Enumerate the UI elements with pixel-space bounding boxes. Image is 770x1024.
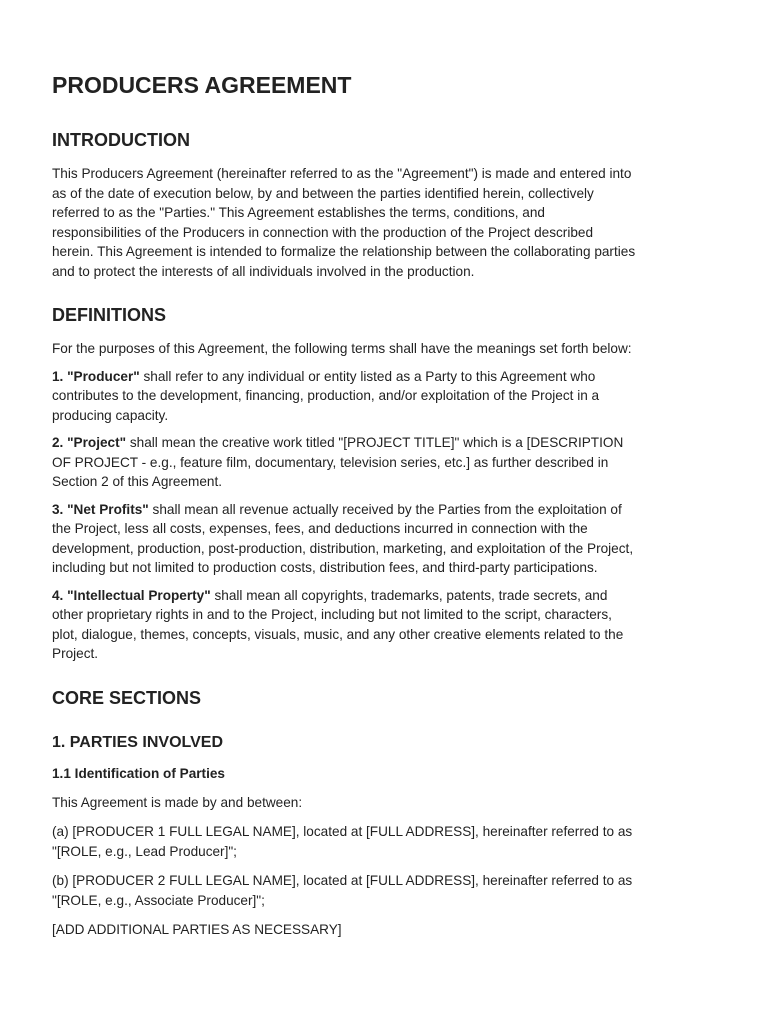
- definition-term: 1. "Producer": [52, 368, 140, 384]
- text-line: contributes to the development, financing, production, and/or exploitation of the Project in a: [52, 388, 600, 403]
- text-line: [52, 367, 718, 387]
- text-line: Section 2 of this Agreement.: [52, 474, 223, 489]
- text-line: "[ROLE, e.g., Lead Producer]";: [52, 843, 237, 859]
- definition-item-project: [52, 433, 718, 492]
- section-1-heading: 1. PARTIES INVOLVED: [52, 733, 223, 751]
- text-line: other proprietary rights in and to the Project, including but not limited to the script, characters,: [52, 607, 612, 622]
- text-line: including but not limited to production costs, distribution fees, and third-party participations.: [52, 560, 598, 575]
- party-b: [52, 871, 718, 910]
- text-line: referred to as the "Parties." This Agreement establishes the terms, conditions, and: [52, 205, 545, 220]
- text-line: [52, 586, 718, 606]
- core-sections-heading: CORE SECTIONS: [52, 687, 202, 708]
- definition-text: shall mean the creative work titled "[PROJECT TITLE]" which is a [DESCRIPTION: [126, 435, 624, 450]
- definition-text: shall mean all copyrights, trademarks, patents, trade secrets, and: [210, 587, 608, 603]
- introduction-heading: INTRODUCTION: [52, 130, 190, 150]
- text-line: development, production, post-production, distribution, marketing, and exploitation of the Project,: [52, 540, 634, 556]
- text-line: as of the date of execution below, by and between the parties identified herein, collectively: [52, 185, 594, 201]
- text-line: Project.: [52, 646, 99, 661]
- text-line: responsibilities of the Producers in connection with the production of the Project described: [52, 224, 594, 240]
- text-line: (a) [PRODUCER 1 FULL LEGAL NAME], located at [FULL ADDRESS], hereinafter referred to as: [52, 824, 633, 839]
- text-line: the Project, less all costs, expenses, fees, and deductions incurred in connection with the: [52, 521, 588, 536]
- definition-term: 4. "Intellectual Property": [52, 587, 211, 603]
- definitions-heading: DEFINITIONS: [52, 305, 167, 325]
- definition-item-intellectual-property: [52, 586, 718, 664]
- additional-parties-note: [ADD ADDITIONAL PARTIES AS NECESSARY]: [52, 922, 342, 937]
- introduction-paragraph: [52, 164, 718, 281]
- definition-text: shall mean all revenue actually received by the Parties from the exploitation of: [148, 501, 622, 517]
- text-line: plot, dialogue, themes, concepts, visuals, music, and any other creative elements related to the: [52, 626, 624, 642]
- party-a: [52, 822, 718, 861]
- definition-term: 3. "Net Profits": [52, 501, 149, 517]
- definition-item-producer: [52, 367, 718, 426]
- definition-term: 2. "Project": [52, 435, 127, 450]
- text-line: OF PROJECT - e.g., feature film, documentary, television series, etc.] as further described in: [52, 454, 609, 470]
- text-line: [52, 500, 718, 520]
- made-by-line: This Agreement is made by and between:: [52, 794, 303, 810]
- definitions-intro: For the purposes of this Agreement, the following terms shall have the meanings set forth below:: [52, 341, 632, 356]
- text-line: This Producers Agreement (hereinafter referred to as the "Agreement") is made and entered into: [52, 166, 632, 181]
- text-line: herein. This Agreement is intended to formalize the relationship between the collaborating parties: [52, 244, 636, 259]
- text-line: "[ROLE, e.g., Associate Producer]";: [52, 892, 265, 908]
- text-line: and to protect the interests of all individuals involved in the production.: [52, 263, 475, 279]
- text-line: producing capacity.: [52, 407, 169, 423]
- subsection-1-1-heading: 1.1 Identification of Parties: [52, 765, 225, 781]
- text-line: [52, 433, 718, 453]
- definition-text: shall refer to any individual or entity listed as a Party to this Agreement who: [139, 368, 596, 384]
- document-title: PRODUCERS AGREEMENT: [52, 72, 352, 98]
- definition-item-net-profits: [52, 500, 718, 578]
- text-line: (b) [PRODUCER 2 FULL LEGAL NAME], located at [FULL ADDRESS], hereinafter referred to as: [52, 873, 633, 888]
